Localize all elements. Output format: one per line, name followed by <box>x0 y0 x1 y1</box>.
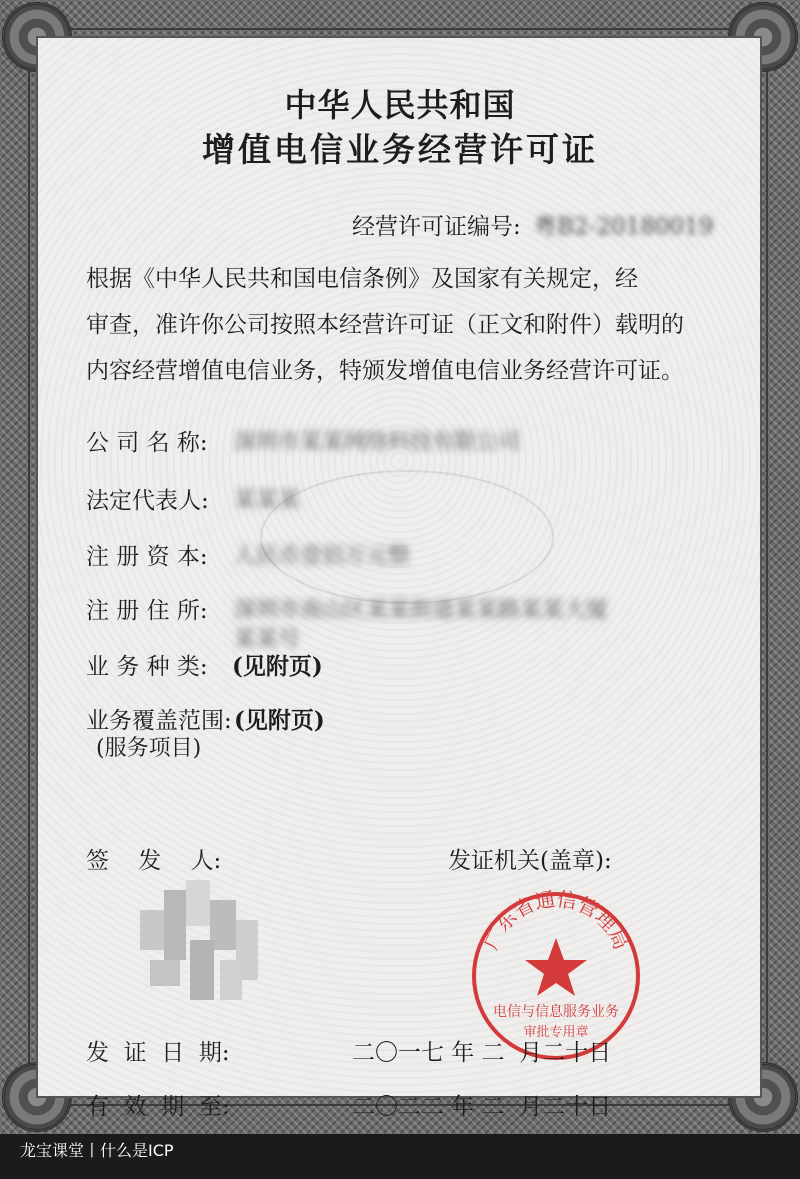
issue-date-label: 发 证 日 期: <box>86 1040 230 1066</box>
legal-representative-value: 某某某 <box>234 488 301 513</box>
coverage-scope-value: (见附页) <box>234 707 325 734</box>
title-line-2: 增值电信业务经营许可证 <box>202 130 598 169</box>
registered-address-value-line-1: 深圳市南山区某某街道某某路某某大厦 <box>234 598 609 623</box>
background-watermark <box>260 470 554 604</box>
expiry-date-value: 二〇二二 年 二 月二十日 <box>352 1094 612 1120</box>
legal-representative-label: 法定代表人: <box>86 488 209 514</box>
registered-capital-value: 人民币壹佰万元整 <box>234 544 411 569</box>
expiry-date-label: 有 效 期 至: <box>86 1094 230 1120</box>
preamble-paragraph <box>86 256 726 394</box>
title-line-1: 中华人民共和国 <box>284 86 516 124</box>
company-name-label: 公 司 名 称: <box>86 430 208 456</box>
registered-address-value-line-2: 某某号 <box>234 627 301 652</box>
preamble-line: 审查，准许你公司按照本经营许可证（正文和附件）载明的 <box>86 312 684 338</box>
business-type-label: 业 务 种 类: <box>86 654 208 680</box>
license-number-label: 经营许可证编号: <box>352 214 521 240</box>
seal-middle-text: 电信与信息服务业务 <box>493 1004 619 1020</box>
license-number-value: 粤B2-20180019 <box>534 214 714 240</box>
issue-date-value: 二〇一七 年 二 月二十日 <box>352 1040 612 1066</box>
coverage-scope-sub-label: (服务项目) <box>96 736 202 761</box>
pixelated-signature <box>140 880 260 1010</box>
company-name-value: 深圳市某某网络科技有限公司 <box>234 430 521 455</box>
business-type-value: (见附页) <box>232 653 323 680</box>
issuing-authority-label: 发证机关(盖章): <box>448 848 612 874</box>
preamble-line: 内容经营增值电信业务，特颁发增值电信业务经营许可证。 <box>86 358 684 384</box>
registered-capital-label: 注 册 资 本: <box>86 544 208 570</box>
registered-address-label: 注 册 住 所: <box>86 598 208 624</box>
preamble-line: 根据《中华人民共和国电信条例》及国家有关规定，经 <box>86 266 638 292</box>
seal-bottom-text: 审批专用章 <box>523 1025 589 1040</box>
seal-star-icon <box>525 938 587 996</box>
seal-top-text: 广东省通信管理局 <box>478 888 634 954</box>
coverage-scope-label: 业务覆盖范围: <box>86 708 232 734</box>
footer-caption: 龙宝课堂丨什么是ICP <box>20 1141 174 1160</box>
signer-label: 签 发 人: <box>86 848 222 874</box>
